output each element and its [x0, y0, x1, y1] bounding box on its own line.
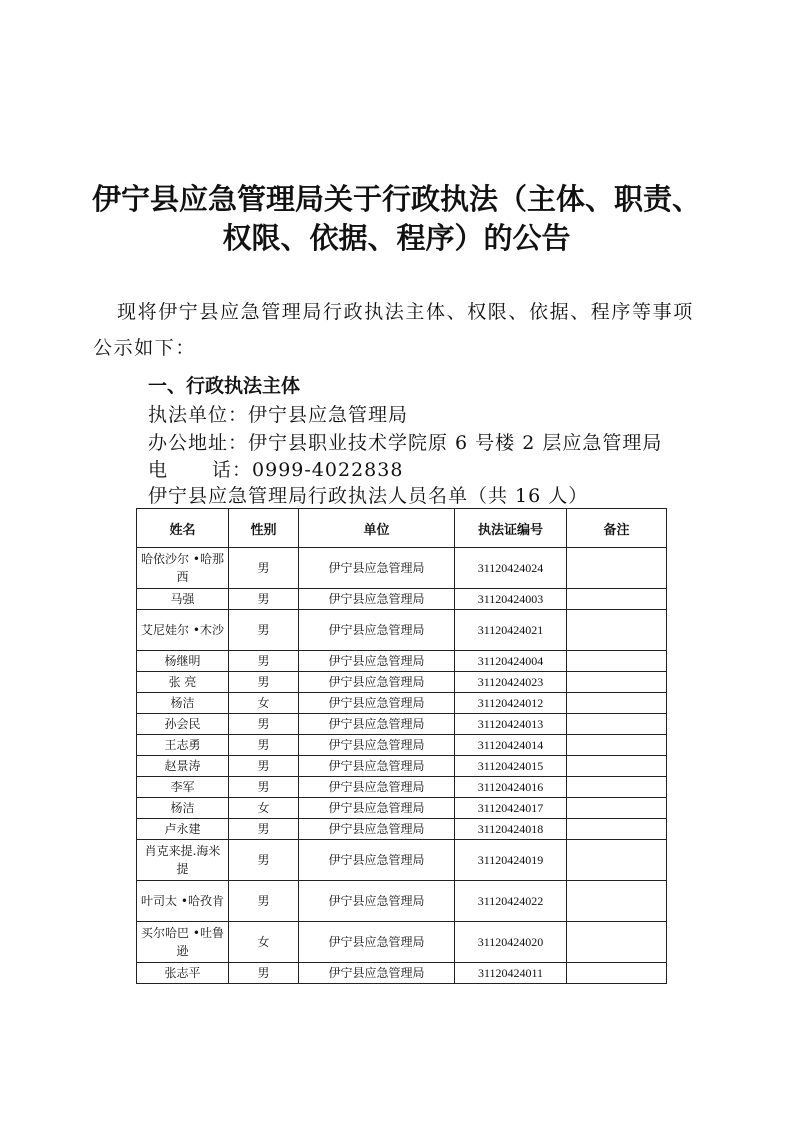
header-name: 姓名: [137, 509, 229, 548]
cell-unit: 伊宁县应急管理局: [299, 777, 455, 798]
table-row: [137, 589, 667, 610]
cell-gender: 女: [229, 922, 299, 963]
cell-name: 杨洁: [137, 693, 229, 714]
table-row: [137, 693, 667, 714]
cell-unit: 伊宁县应急管理局: [299, 819, 455, 840]
cell-name: 肖克来提.海米提: [137, 840, 229, 881]
table-row: [137, 963, 667, 984]
cell-gender: 女: [229, 798, 299, 819]
cell-unit: 伊宁县应急管理局: [299, 735, 455, 756]
cell-unit: 伊宁县应急管理局: [299, 881, 455, 922]
cell-gender: 女: [229, 693, 299, 714]
cell-name: 王志勇: [137, 735, 229, 756]
cell-remarks: [567, 714, 667, 735]
cell-cert-number: 31120424004: [455, 651, 567, 672]
cell-name: 艾尼娃尔 •木沙: [137, 610, 229, 651]
table-row: [137, 735, 667, 756]
cell-remarks: [567, 881, 667, 922]
phone-line: [148, 456, 403, 484]
cell-name: 张 亮: [137, 672, 229, 693]
cell-remarks: [567, 693, 667, 714]
cell-unit: 伊宁县应急管理局: [299, 672, 455, 693]
phone-label-part-2: 话：: [212, 459, 253, 481]
table-row: [137, 798, 667, 819]
cell-gender: 男: [229, 714, 299, 735]
table-row: [137, 548, 667, 589]
cell-gender: 男: [229, 963, 299, 984]
enforcement-staff-table: [136, 508, 667, 984]
table-row: [137, 610, 667, 651]
cell-cert-number: 31120424020: [455, 922, 567, 963]
cell-remarks: [567, 840, 667, 881]
cell-name: 张志平: [137, 963, 229, 984]
cell-unit: 伊宁县应急管理局: [299, 610, 455, 651]
cell-unit: 伊宁县应急管理局: [299, 798, 455, 819]
header-cert-number: 执法证编号: [455, 509, 567, 548]
cell-cert-number: 31120424021: [455, 610, 567, 651]
cell-name: 杨洁: [137, 798, 229, 819]
roster-caption: 伊宁县应急管理局行政执法人员名单（共 16 人）: [148, 485, 589, 507]
cell-name: 赵景涛: [137, 756, 229, 777]
cell-name: 孙会民: [137, 714, 229, 735]
phone-label-part-1: 电: [148, 459, 181, 481]
cell-name: 李军: [137, 777, 229, 798]
cell-remarks: [567, 610, 667, 651]
cell-gender: 男: [229, 672, 299, 693]
intro-paragraph: 现将伊宁县应急管理局行政执法主体、权限、依据、程序等事项公示如下：: [93, 301, 694, 359]
cell-unit: 伊宁县应急管理局: [299, 963, 455, 984]
section-heading-enforcement-subject: 一、行政执法主体: [148, 375, 301, 397]
cell-cert-number: 31120424011: [455, 963, 567, 984]
cell-cert-number: 31120424013: [455, 714, 567, 735]
cell-cert-number: 31120424016: [455, 777, 567, 798]
cell-unit: 伊宁县应急管理局: [299, 714, 455, 735]
cell-gender: 男: [229, 735, 299, 756]
cell-gender: 男: [229, 777, 299, 798]
cell-gender: 男: [229, 548, 299, 589]
cell-name: 马强: [137, 589, 229, 610]
enforcement-unit-line: 执法单位：伊宁县应急管理局: [148, 404, 409, 426]
cell-unit: 伊宁县应急管理局: [299, 651, 455, 672]
cell-remarks: [567, 963, 667, 984]
table-row: [137, 714, 667, 735]
cell-remarks: [567, 756, 667, 777]
cell-gender: 男: [229, 610, 299, 651]
cell-remarks: [567, 777, 667, 798]
table-row: [137, 922, 667, 963]
cell-name: 杨继明: [137, 651, 229, 672]
table-row: [137, 881, 667, 922]
cell-name: 买尔哈巴 •吐鲁逊: [137, 922, 229, 963]
cell-unit: 伊宁县应急管理局: [299, 922, 455, 963]
cell-remarks: [567, 819, 667, 840]
cell-cert-number: 31120424003: [455, 589, 567, 610]
table-row: [137, 651, 667, 672]
cell-remarks: [567, 548, 667, 589]
phone-number: 0999-4022838: [252, 459, 404, 481]
cell-cert-number: 31120424024: [455, 548, 567, 589]
table-row: [137, 672, 667, 693]
cell-remarks: [567, 735, 667, 756]
cell-cert-number: 31120424023: [455, 672, 567, 693]
cell-cert-number: 31120424017: [455, 798, 567, 819]
cell-cert-number: 31120424015: [455, 756, 567, 777]
cell-gender: 男: [229, 589, 299, 610]
table-header-row: [137, 509, 667, 548]
cell-name: 叶司太 •哈孜肯: [137, 881, 229, 922]
cell-unit: 伊宁县应急管理局: [299, 693, 455, 714]
cell-remarks: [567, 672, 667, 693]
table-row: [137, 777, 667, 798]
cell-remarks: [567, 798, 667, 819]
cell-gender: 男: [229, 651, 299, 672]
table-row: [137, 756, 667, 777]
cell-unit: 伊宁县应急管理局: [299, 756, 455, 777]
cell-gender: 男: [229, 840, 299, 881]
header-unit: 单位: [299, 509, 455, 548]
cell-remarks: [567, 922, 667, 963]
cell-gender: 男: [229, 819, 299, 840]
cell-unit: 伊宁县应急管理局: [299, 589, 455, 610]
cell-gender: 男: [229, 756, 299, 777]
cell-gender: 男: [229, 881, 299, 922]
header-gender: 性别: [229, 509, 299, 548]
cell-cert-number: 31120424014: [455, 735, 567, 756]
cell-cert-number: 31120424018: [455, 819, 567, 840]
cell-name: 哈依沙尔 •哈那西: [137, 548, 229, 589]
cell-name: 卢永建: [137, 819, 229, 840]
cell-cert-number: 31120424019: [455, 840, 567, 881]
table-row: [137, 840, 667, 881]
document-title-line-1: 伊宁县应急管理局关于行政执法（主体、职责、: [91, 182, 701, 216]
cell-remarks: [567, 589, 667, 610]
header-remarks: 备注: [567, 509, 667, 548]
table-row: [137, 819, 667, 840]
cell-cert-number: 31120424022: [455, 881, 567, 922]
cell-unit: 伊宁县应急管理局: [299, 548, 455, 589]
office-address-line: 办公地址：伊宁县职业技术学院原 6 号楼 2 层应急管理局: [148, 432, 663, 454]
cell-remarks: [567, 651, 667, 672]
cell-cert-number: 31120424012: [455, 693, 567, 714]
cell-unit: 伊宁县应急管理局: [299, 840, 455, 881]
document-title-line-2: 权限、依据、程序）的公告: [222, 221, 571, 255]
